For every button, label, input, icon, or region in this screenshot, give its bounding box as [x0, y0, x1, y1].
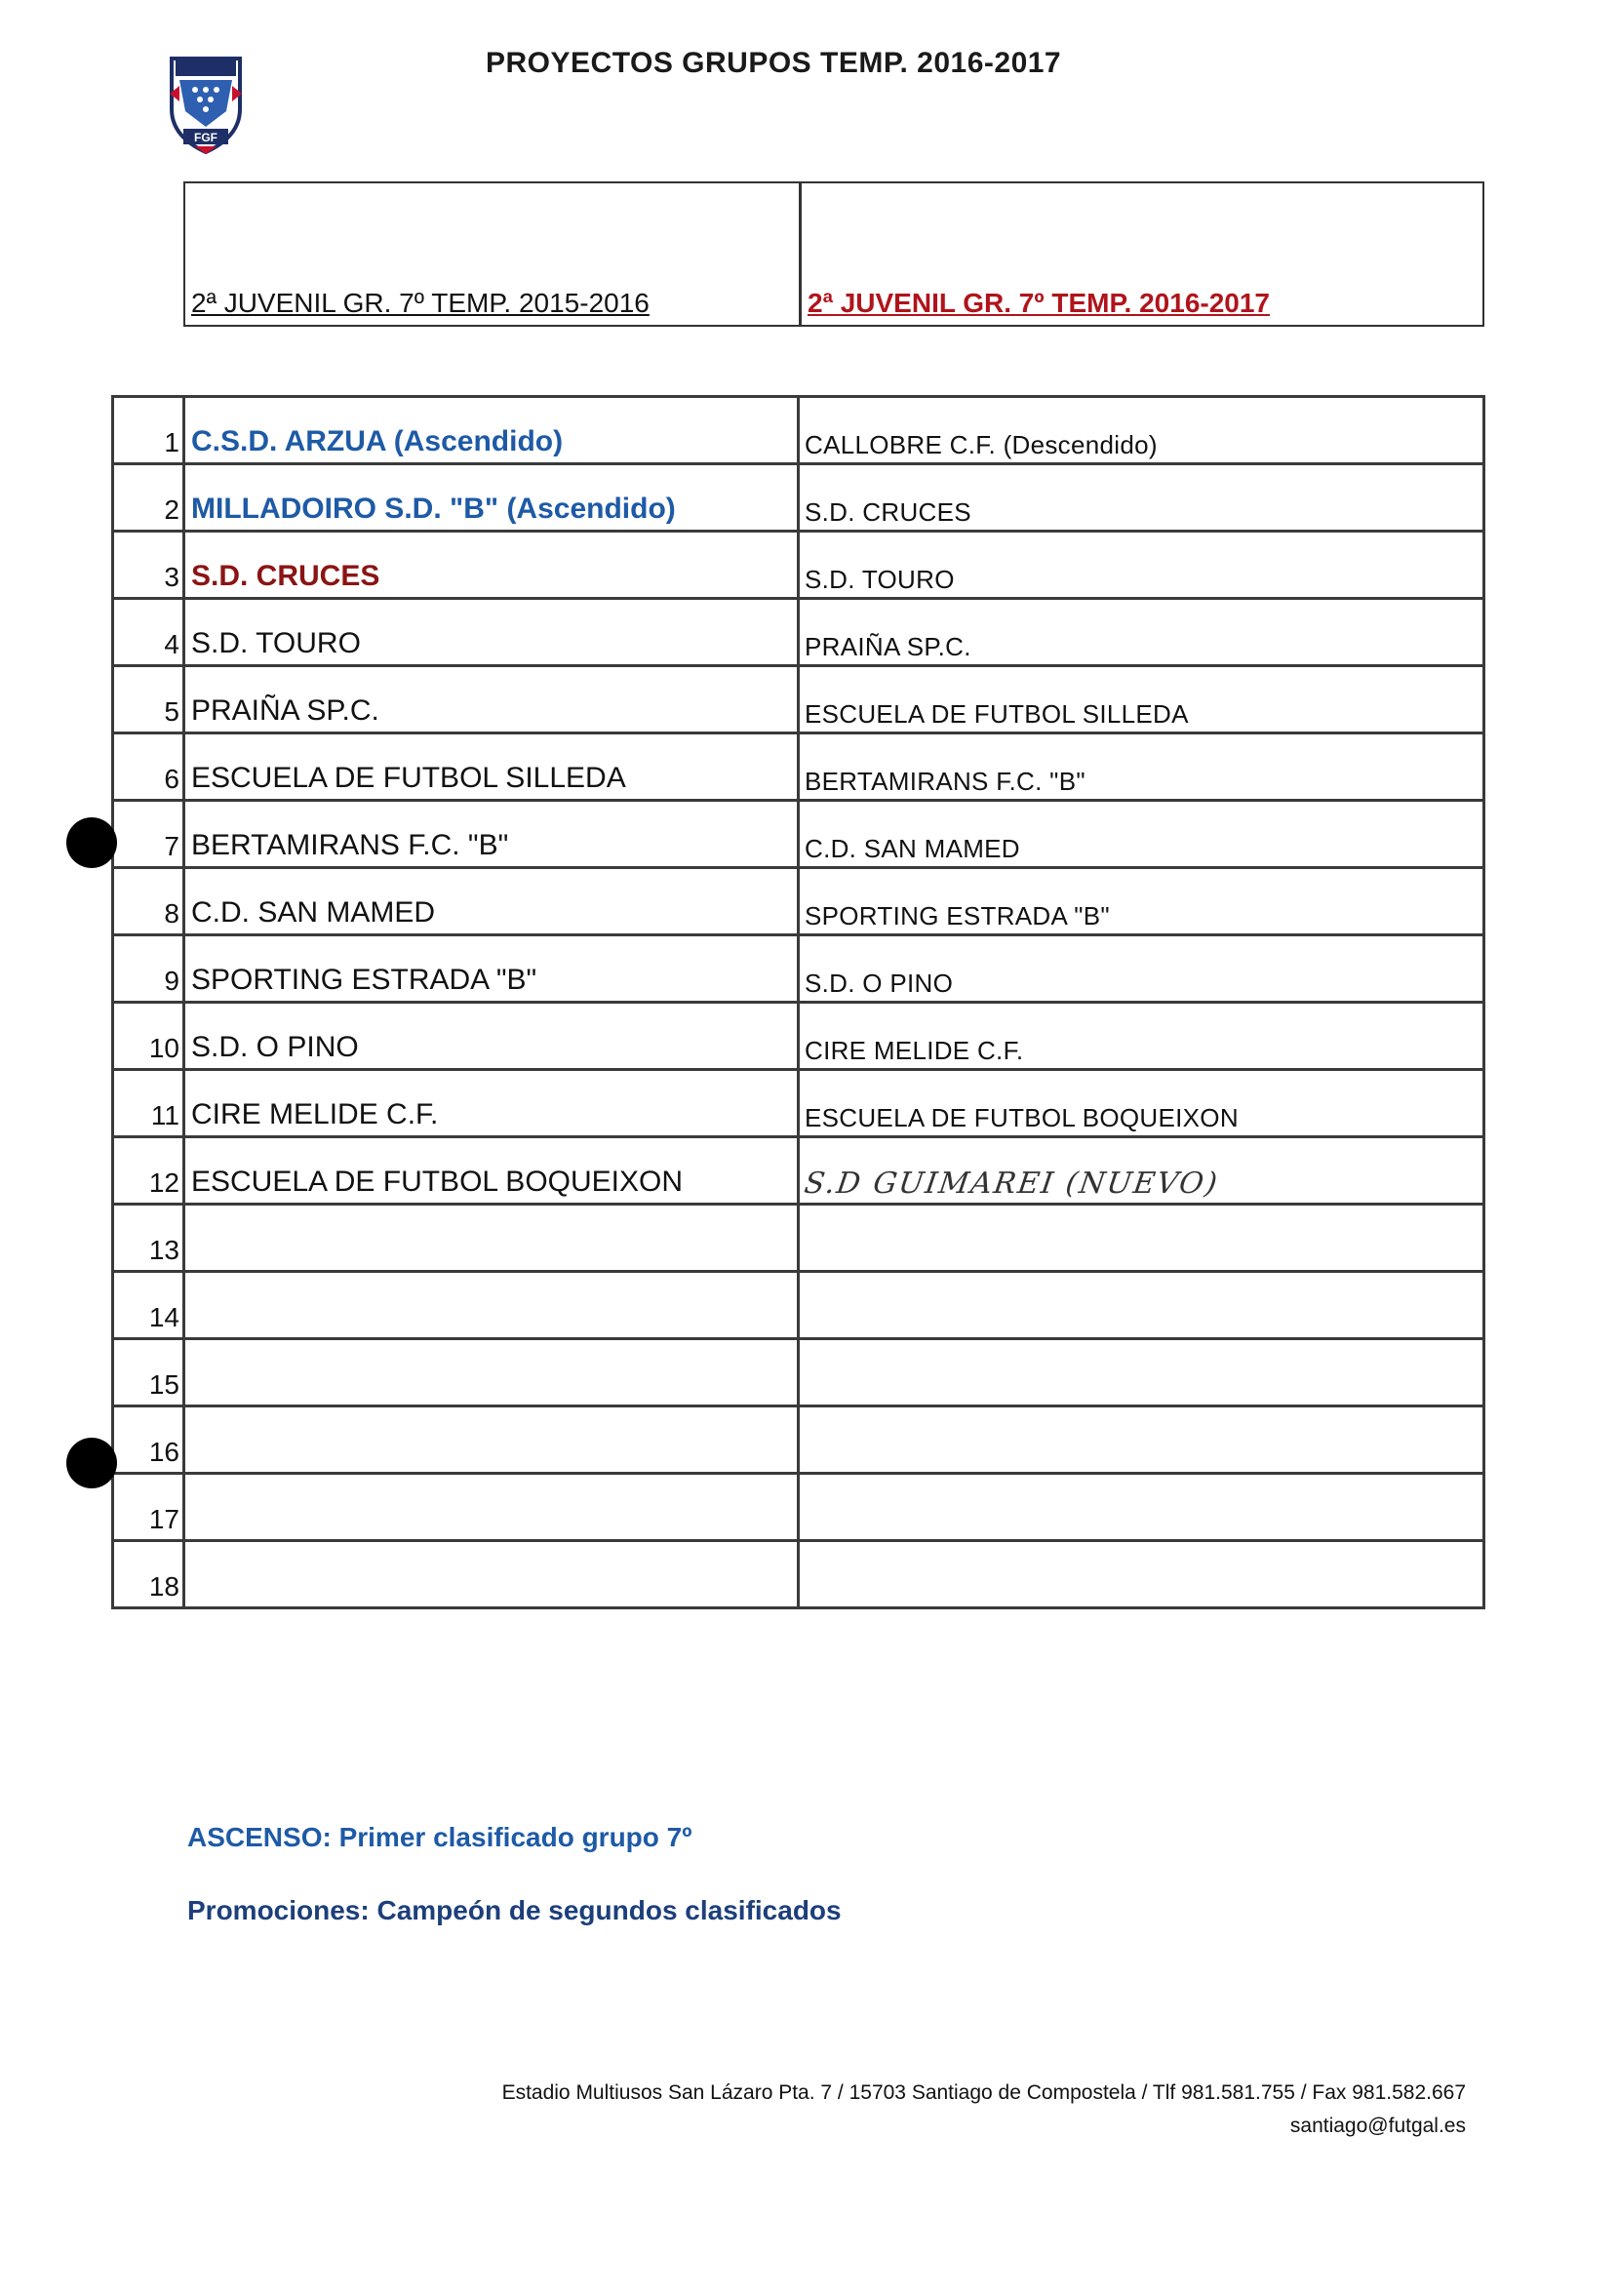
row-number: 13 [113, 1205, 184, 1272]
table-row [113, 935, 1484, 1003]
row-number: 18 [113, 1541, 184, 1608]
table-row [113, 1541, 1484, 1608]
prev-season-team: S.D. TOURO [184, 599, 799, 666]
prev-season-cell [185, 183, 802, 325]
binder-hole-top [66, 817, 117, 868]
prev-season-team [184, 1272, 799, 1339]
table-row [113, 666, 1484, 733]
row-number: 15 [113, 1339, 184, 1406]
next-season-team [799, 1137, 1484, 1205]
next-season-team: S.D. O PINO [799, 935, 1484, 1003]
table-row [113, 1339, 1484, 1406]
footer-email: santiago@futgal.es [1289, 2115, 1466, 2137]
table-row [113, 868, 1484, 935]
next-season-label: 2ª JUVENIL GR. 7º TEMP. 2016-2017 [808, 288, 1271, 318]
prev-season-team: ESCUELA DE FUTBOL SILLEDA [184, 733, 799, 801]
table-row [113, 599, 1484, 666]
next-season-team: BERTAMIRANS F.C. "B" [799, 733, 1484, 801]
row-number: 1 [113, 397, 184, 464]
prev-season-team [184, 397, 799, 464]
next-season-team [799, 1541, 1484, 1608]
next-season-team: S.D. CRUCES [799, 464, 1484, 532]
row-number: 17 [113, 1474, 184, 1541]
binder-hole-bottom [66, 1438, 117, 1488]
next-season-team: CALLOBRE C.F. (Descendido) [799, 397, 1484, 464]
next-season-team: C.D. SAN MAMED [799, 801, 1484, 868]
row-number: 5 [113, 666, 184, 733]
logo-text: FGF [194, 131, 217, 144]
prev-season-team: SPORTING ESTRADA "B" [184, 935, 799, 1003]
prev-season-team [184, 1205, 799, 1272]
ascenso-note: ASCENSO: Primer clasificado grupo 7º [187, 1822, 692, 1852]
table-row [113, 1205, 1484, 1272]
prev-season-team: S.D. O PINO [184, 1003, 799, 1070]
prev-season-team: ESCUELA DE FUTBOL BOQUEIXON [184, 1137, 799, 1205]
prev-season-team: BERTAMIRANS F.C. "B" [184, 801, 799, 868]
row-number: 14 [113, 1272, 184, 1339]
next-season-team [799, 1272, 1484, 1339]
next-season-team: PRAIÑA SP.C. [799, 599, 1484, 666]
table-row [113, 1272, 1484, 1339]
table-row [113, 733, 1484, 801]
prev-season-team [184, 1339, 799, 1406]
next-season-team: CIRE MELIDE C.F. [799, 1003, 1484, 1070]
row-number: 3 [113, 532, 184, 599]
prev-season-team [184, 1541, 799, 1608]
row-number: 7 [113, 801, 184, 868]
page-title: PROYECTOS GRUPOS TEMP. 2016-2017 [486, 47, 1062, 79]
next-season-team [799, 1406, 1484, 1474]
next-season-team [799, 1205, 1484, 1272]
row-number: 12 [113, 1137, 184, 1205]
next-season-team: SPORTING ESTRADA "B" [799, 868, 1484, 935]
prev-season-team [184, 532, 799, 599]
highlighted-team-name: C.S.D. ARZUA (Ascendido) [191, 425, 564, 457]
next-season-team: ESCUELA DE FUTBOL SILLEDA [799, 666, 1484, 733]
row-number: 8 [113, 868, 184, 935]
next-season-cell [802, 183, 1482, 325]
row-number: 2 [113, 464, 184, 532]
groups-table [111, 395, 1485, 1609]
footer-address: Estadio Multiusos San Lázaro Pta. 7 / 15703 Santiago de Compostela / Tlf 981.581.755 / Fax 981.582.667 [501, 2081, 1466, 2104]
prev-season-team [184, 464, 799, 532]
handwritten-team-name: S.D GUIMAREI (NUEVO) [802, 1167, 1222, 1201]
table-row [113, 532, 1484, 599]
row-number: 4 [113, 599, 184, 666]
next-season-team [799, 1339, 1484, 1406]
prev-season-label: 2ª JUVENIL GR. 7º TEMP. 2015-2016 [191, 288, 650, 318]
row-number: 6 [113, 733, 184, 801]
fgf-logo [166, 51, 246, 154]
table-row [113, 801, 1484, 868]
row-number: 9 [113, 935, 184, 1003]
table-row [113, 1003, 1484, 1070]
table-row [113, 464, 1484, 532]
highlighted-team-name: S.D. CRUCES [191, 560, 380, 592]
row-number: 10 [113, 1003, 184, 1070]
table-row [113, 1137, 1484, 1205]
table-row [113, 397, 1484, 464]
row-number: 11 [113, 1070, 184, 1137]
next-season-team: ESCUELA DE FUTBOL BOQUEIXON [799, 1070, 1484, 1137]
table-row [113, 1070, 1484, 1137]
prev-season-team: PRAIÑA SP.C. [184, 666, 799, 733]
highlighted-team-name: MILLADOIRO S.D. "B" (Ascendido) [191, 493, 676, 525]
row-number: 16 [113, 1406, 184, 1474]
promociones-note: Promociones: Campeón de segundos clasificados [187, 1895, 842, 1925]
prev-season-team [184, 1474, 799, 1541]
table-row [113, 1474, 1484, 1541]
prev-season-team [184, 1406, 799, 1474]
prev-season-team: CIRE MELIDE C.F. [184, 1070, 799, 1137]
prev-season-team: C.D. SAN MAMED [184, 868, 799, 935]
season-header-box [183, 181, 1484, 327]
next-season-team [799, 1474, 1484, 1541]
next-season-team: S.D. TOURO [799, 532, 1484, 599]
table-row [113, 1406, 1484, 1474]
